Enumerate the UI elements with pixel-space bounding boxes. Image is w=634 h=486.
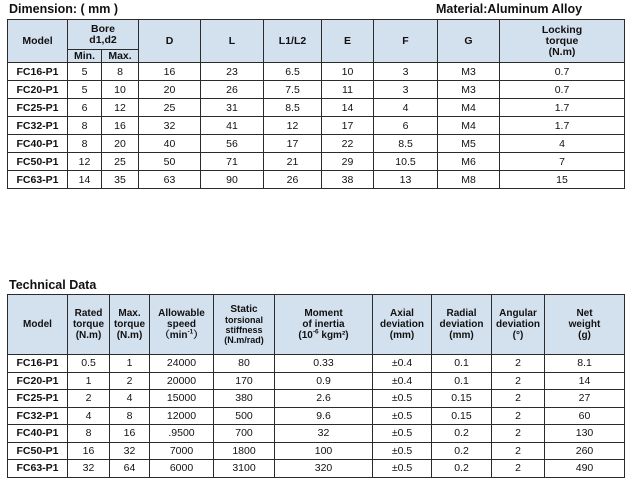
value-cell: 0.1 [432, 372, 492, 390]
model-cell: FC50-P1 [8, 153, 68, 171]
value-cell: 9.6 [275, 407, 373, 425]
value-cell: 8.5 [374, 135, 438, 153]
dimension-table-row [8, 81, 625, 99]
value-cell: 12 [264, 117, 322, 135]
model-cell: FC20-P1 [8, 81, 68, 99]
value-cell: 1.7 [500, 117, 625, 135]
value-cell: 8 [68, 425, 110, 443]
col-E: E [322, 20, 374, 63]
value-cell: 2.6 [275, 390, 373, 408]
value-cell: 80 [214, 355, 275, 373]
value-cell: 29 [322, 153, 374, 171]
value-cell: 0.15 [432, 390, 492, 408]
value-cell: 260 [545, 442, 625, 460]
dimension-table-body [8, 63, 625, 189]
value-cell: 24000 [150, 355, 214, 373]
value-cell: 32 [110, 442, 150, 460]
technical-table-row [8, 442, 625, 460]
value-cell: 2 [492, 425, 545, 443]
value-cell: 130 [545, 425, 625, 443]
dimension-table-row [8, 153, 625, 171]
value-cell: 60 [545, 407, 625, 425]
value-cell: M3 [438, 63, 500, 81]
value-cell: 3 [374, 63, 438, 81]
value-cell: 2 [492, 355, 545, 373]
value-cell: 7000 [150, 442, 214, 460]
value-cell: 500 [214, 407, 275, 425]
value-cell: 32 [68, 460, 110, 478]
technical-table-row [8, 425, 625, 443]
col-D: D [139, 20, 201, 63]
value-cell: 13 [374, 171, 438, 189]
bore-label: Bore [91, 22, 115, 35]
value-cell: 2 [492, 390, 545, 408]
model-cell: FC32-P1 [8, 117, 68, 135]
value-cell: 1800 [214, 442, 275, 460]
value-cell: 10.5 [374, 153, 438, 171]
value-cell: M8 [438, 171, 500, 189]
value-cell: 71 [201, 153, 264, 171]
value-cell: 17 [322, 117, 374, 135]
value-cell: M6 [438, 153, 500, 171]
value-cell: 8.1 [545, 355, 625, 373]
value-cell: 16 [139, 63, 201, 81]
value-cell: 0.5 [68, 355, 110, 373]
value-cell: 20000 [150, 372, 214, 390]
value-cell: 32 [139, 117, 201, 135]
value-cell: 26 [201, 81, 264, 99]
value-cell: 12 [102, 99, 139, 117]
value-cell: 50 [139, 153, 201, 171]
value-cell: 3100 [214, 460, 275, 478]
model-cell: FC63-P1 [8, 460, 68, 478]
model-cell: FC16-P1 [8, 63, 68, 81]
value-cell: 320 [275, 460, 373, 478]
value-cell: 100 [275, 442, 373, 460]
value-cell: ±0.5 [373, 390, 432, 408]
model-cell: FC25-P1 [8, 99, 68, 117]
value-cell: 5 [68, 81, 102, 99]
col-L1L2: L1/L2 [264, 20, 322, 63]
technical-table-row [8, 390, 625, 408]
value-cell: .9500 [150, 425, 214, 443]
model-cell: FC40-P1 [8, 425, 68, 443]
value-cell: 2 [492, 442, 545, 460]
value-cell: 38 [322, 171, 374, 189]
model-cell: FC40-P1 [8, 135, 68, 153]
value-cell: 490 [545, 460, 625, 478]
technical-table-row [8, 460, 625, 478]
col-F: F [374, 20, 438, 63]
technical-table [7, 294, 625, 478]
value-cell: 4 [374, 99, 438, 117]
value-cell: 20 [139, 81, 201, 99]
value-cell: 2 [68, 390, 110, 408]
value-cell: 21 [264, 153, 322, 171]
model-cell: FC50-P1 [8, 442, 68, 460]
value-cell: 15 [500, 171, 625, 189]
value-cell: 1 [110, 355, 150, 373]
col-max-torque: Max. torque (N.m) [110, 295, 150, 355]
value-cell: 14 [68, 171, 102, 189]
value-cell: 700 [214, 425, 275, 443]
value-cell: 8 [68, 135, 102, 153]
value-cell: 26 [264, 171, 322, 189]
dimension-table-row [8, 63, 625, 81]
value-cell: 6000 [150, 460, 214, 478]
value-cell: 8.5 [264, 99, 322, 117]
value-cell: 2 [110, 372, 150, 390]
value-cell: 16 [110, 425, 150, 443]
value-cell: M3 [438, 81, 500, 99]
col-allowable-speed: Allowable speed $(\min^{-1})$ [150, 295, 214, 355]
value-cell: 25 [139, 99, 201, 117]
model-cell: FC16-P1 [8, 355, 68, 373]
value-cell: 17 [264, 135, 322, 153]
value-cell: 0.33 [275, 355, 373, 373]
value-cell: 63 [139, 171, 201, 189]
value-cell: 7 [500, 153, 625, 171]
technical-table-body [8, 355, 625, 478]
col-G: G [438, 20, 500, 63]
value-cell: 2 [492, 407, 545, 425]
value-cell: 10 [102, 81, 139, 99]
value-cell: 3 [374, 81, 438, 99]
value-cell: 11 [322, 81, 374, 99]
value-cell: 170 [214, 372, 275, 390]
value-cell: 10 [322, 63, 374, 81]
col-bore-min: Min. [68, 50, 102, 63]
value-cell: 2 [492, 460, 545, 478]
value-cell: 31 [201, 99, 264, 117]
col-model: Model [8, 295, 68, 355]
value-cell: 380 [214, 390, 275, 408]
dimension-table-row [8, 171, 625, 189]
value-cell: 32 [275, 425, 373, 443]
dimension-table [7, 19, 625, 189]
value-cell: 4 [500, 135, 625, 153]
technical-table-row [8, 407, 625, 425]
col-bore-max: Max. [102, 50, 139, 63]
model-cell: FC32-P1 [8, 407, 68, 425]
value-cell: 40 [139, 135, 201, 153]
model-cell: FC63-P1 [8, 171, 68, 189]
value-cell: 27 [545, 390, 625, 408]
value-cell: ±0.5 [373, 460, 432, 478]
value-cell: 2 [492, 372, 545, 390]
value-cell: 20 [102, 135, 139, 153]
model-cell: FC25-P1 [8, 390, 68, 408]
value-cell: 8 [102, 63, 139, 81]
dimension-table-row [8, 117, 625, 135]
value-cell: 56 [201, 135, 264, 153]
value-cell: 6 [374, 117, 438, 135]
value-cell: 90 [201, 171, 264, 189]
col-L: L [201, 20, 264, 63]
value-cell: 23 [201, 63, 264, 81]
value-cell: ±0.5 [373, 407, 432, 425]
value-cell: 1 [68, 372, 110, 390]
value-cell: 16 [102, 117, 139, 135]
technical-data-title: Technical Data [9, 278, 97, 292]
value-cell: 14 [545, 372, 625, 390]
value-cell: 41 [201, 117, 264, 135]
value-cell: 64 [110, 460, 150, 478]
model-cell: FC20-P1 [8, 372, 68, 390]
col-radial-deviation: Radial deviation (mm) [432, 295, 492, 355]
col-net-weight: Net weight (g) [545, 295, 625, 355]
dimension-table-row [8, 135, 625, 153]
col-moment-of-inertia: Moment of inertia ($10^{-6}$ kgm²) [275, 295, 373, 355]
value-cell: 8 [68, 117, 102, 135]
value-cell: 0.7 [500, 81, 625, 99]
value-cell: 1.7 [500, 99, 625, 117]
technical-table-row [8, 372, 625, 390]
value-cell: 0.1 [432, 355, 492, 373]
value-cell: 14 [322, 99, 374, 117]
value-cell: 4 [110, 390, 150, 408]
value-cell: 4 [68, 407, 110, 425]
col-rated-torque: Rated torque (N.m) [68, 295, 110, 355]
value-cell: ±0.4 [373, 355, 432, 373]
value-cell: 0.15 [432, 407, 492, 425]
value-cell: M4 [438, 99, 500, 117]
col-bore [68, 20, 139, 50]
col-locking-torque: Locking torque (N.m) [500, 20, 625, 63]
col-axial-deviation: Axial deviation (mm) [373, 295, 432, 355]
col-model: Model [8, 20, 68, 63]
technical-table-row [8, 355, 625, 373]
value-cell: 0.2 [432, 442, 492, 460]
value-cell: 6.5 [264, 63, 322, 81]
value-cell: 0.7 [500, 63, 625, 81]
value-cell: 0.2 [432, 460, 492, 478]
col-angular-deviation: Angular deviation (°) [492, 295, 545, 355]
value-cell: ±0.5 [373, 442, 432, 460]
value-cell: 15000 [150, 390, 214, 408]
value-cell: 6 [68, 99, 102, 117]
col-static-stiffness: Static torsional stiffness (N.m/rad) [214, 295, 275, 355]
value-cell: 22 [322, 135, 374, 153]
value-cell: 12000 [150, 407, 214, 425]
value-cell: 0.9 [275, 372, 373, 390]
value-cell: 25 [102, 153, 139, 171]
material-title: Material:Aluminum Alloy [436, 2, 583, 16]
dimension-table-row [8, 99, 625, 117]
value-cell: M5 [438, 135, 500, 153]
value-cell: ±0.5 [373, 425, 432, 443]
value-cell: M4 [438, 117, 500, 135]
dimension-title: Dimension: ( mm ) [9, 2, 119, 16]
value-cell: 12 [68, 153, 102, 171]
value-cell: 35 [102, 171, 139, 189]
value-cell: 7.5 [264, 81, 322, 99]
value-cell: 16 [68, 442, 110, 460]
value-cell: 5 [68, 63, 102, 81]
bore-sub-label: d1,d2 [89, 33, 117, 46]
value-cell: 8 [110, 407, 150, 425]
value-cell: 0.2 [432, 425, 492, 443]
value-cell: ±0.4 [373, 372, 432, 390]
